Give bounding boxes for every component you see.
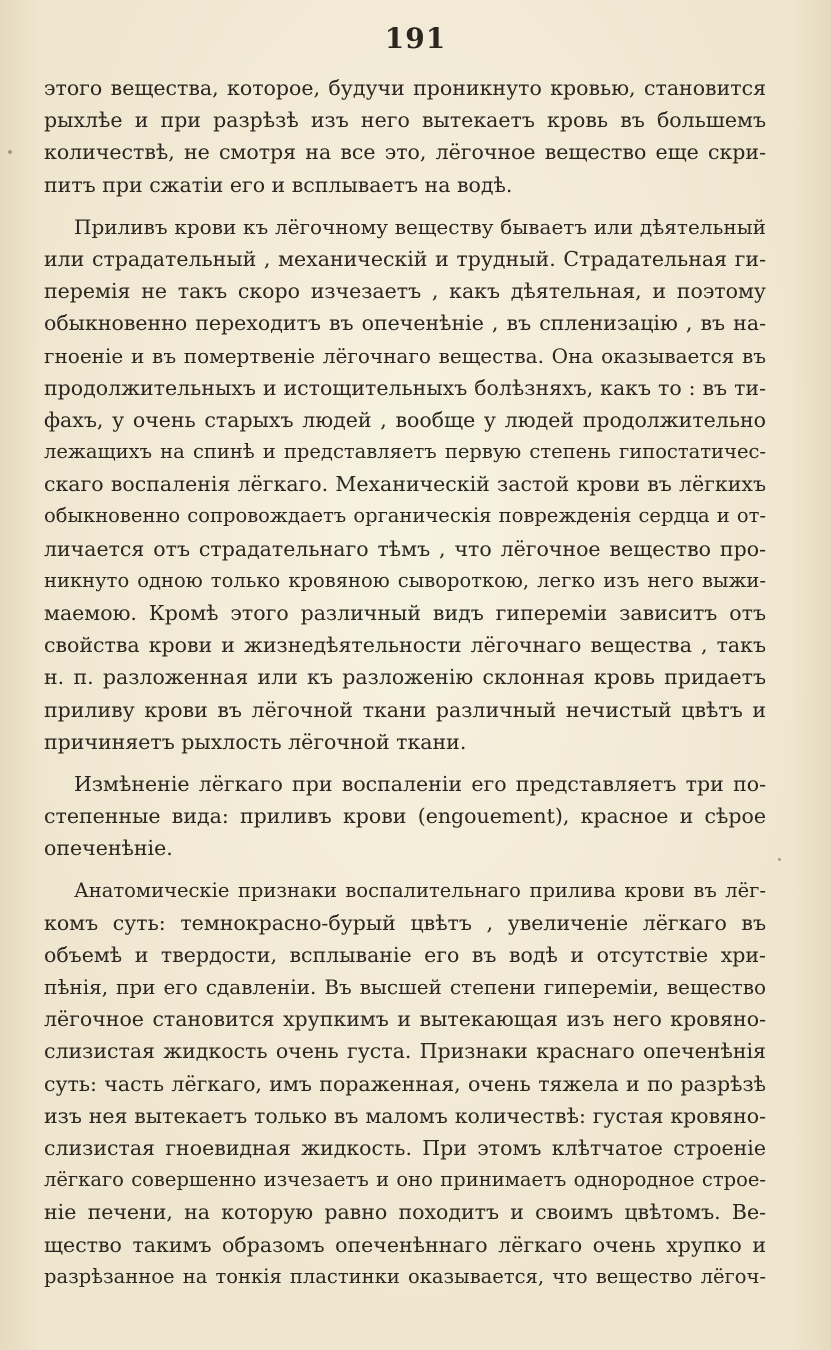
page-number: 191 <box>384 22 447 55</box>
text-line: лёгочное становится хрупкимъ и вытекающая изъ него кровяно- <box>44 1007 766 1032</box>
text-line: никнуто одною только кровяною сывороткою, легко изъ него выжи- <box>44 568 766 592</box>
text-line: пѣнія, при его сдавленіи. Въ высшей степени гипереміи, вещество <box>44 975 766 1000</box>
paper-speck <box>8 150 12 154</box>
text-line: н. п. разложенная или къ разложенію склонная кровь придаетъ <box>44 665 766 690</box>
text-line: Измѣненіе лёгкаго при воспаленіи его представляетъ три по- <box>74 771 766 796</box>
text-line: слизистая жидкость очень густа. Признаки краснаго опеченѣнія <box>44 1039 766 1064</box>
text-line: продолжительныхъ и истощительныхъ болѣзняхъ, какъ то : въ ти- <box>44 375 766 400</box>
text-line: комъ суть: темнокрасно-бурый цвѣтъ , увеличеніе лёгкаго въ <box>44 910 766 935</box>
text-line: степенные вида: приливъ крови (engouement), красное и сѣрое <box>44 804 766 829</box>
text-line: рыхлѣе и при разрѣзѣ изъ него вытекаетъ кровь въ большемъ <box>44 108 766 133</box>
text-line: гноеніе и въ помертвеніе лёгочнаго вещества. Она оказывается въ <box>44 343 766 368</box>
text-line: свойства крови и жизнедѣятельности лёгочнаго вещества , такъ <box>44 633 766 658</box>
text-line: Приливъ крови къ лёгочному веществу бываетъ или дѣятельный <box>74 214 766 239</box>
paragraph-2 <box>44 211 766 758</box>
text-line: обыкновенно переходитъ въ опеченѣніе , въ спленизацію , въ на- <box>44 311 766 336</box>
text-line: объемѣ и твердости, всплываніе его въ водѣ и отсутствіе хри- <box>44 942 766 967</box>
text-line: разрѣзанное на тонкія пластинки оказывается, что вещество лёгоч- <box>44 1264 766 1288</box>
text-line: фахъ, у очень старыхъ людей , вообще у людей продолжительно <box>44 407 766 432</box>
text-line: или страдательный , механическій и трудный. Страдательная ги- <box>44 246 766 271</box>
page-text-body <box>44 72 766 1303</box>
text-line: Анатомическіе признаки воспалительнаго прилива крови въ лёг- <box>74 878 766 902</box>
text-line: личается отъ страдательнаго тѣмъ , что лёгочное вещество про- <box>44 536 766 561</box>
paragraph-4 <box>44 875 766 1293</box>
text-line: этого вещества, которое, будучи проникнуто кровью, становится <box>44 76 766 100</box>
text-line: обыкновенно сопровождаетъ органическія поврежденія сердца и от- <box>44 504 766 528</box>
text-line: лежащихъ на спинѣ и представляетъ первую степень гипостатичес- <box>44 440 766 464</box>
text-line: маемою. Кромѣ этого различный видъ гипереміи зависитъ отъ <box>44 601 766 625</box>
text-line: слизистая гноевидная жидкость. При этомъ клѣтчатое строеніе <box>44 1136 766 1160</box>
text-line: количествѣ, не смотря на все это, лёгочное вещество еще скри- <box>44 140 766 165</box>
paragraph-1 <box>44 72 766 201</box>
paragraph-3 <box>44 768 766 865</box>
text-line: питъ при сжатіи его и всплываетъ на водѣ. <box>44 172 513 197</box>
text-line: суть: часть лёгкаго, имъ пораженная, очень тяжела и по разрѣзѣ <box>44 1071 766 1096</box>
text-line: причиняетъ рыхлость лёгочной ткани. <box>44 729 467 754</box>
paper-speck <box>778 858 781 861</box>
text-line: лёгкаго совершенно изчезаетъ и оно принимаетъ однородное строе- <box>44 1168 766 1192</box>
text-line: скаго воспаленія лёгкаго. Механическій застой крови въ лёгкихъ <box>44 472 766 497</box>
text-line: приливу крови въ лёгочной ткани различный нечистый цвѣтъ и <box>44 697 766 722</box>
text-line: ніе печени, на которую равно походитъ и своимъ цвѣтомъ. Ве- <box>44 1200 766 1225</box>
text-line: опеченѣніе. <box>44 836 173 861</box>
text-line: изъ нея вытекаетъ только въ маломъ количествѣ: густая кровяно- <box>44 1103 766 1128</box>
text-line: перемія не такъ скоро изчезаетъ , какъ дѣятельная, и поэтому <box>44 279 766 304</box>
text-line: щество такимъ образомъ опеченѣннаго лёгкаго очень хрупко и <box>44 1232 766 1257</box>
